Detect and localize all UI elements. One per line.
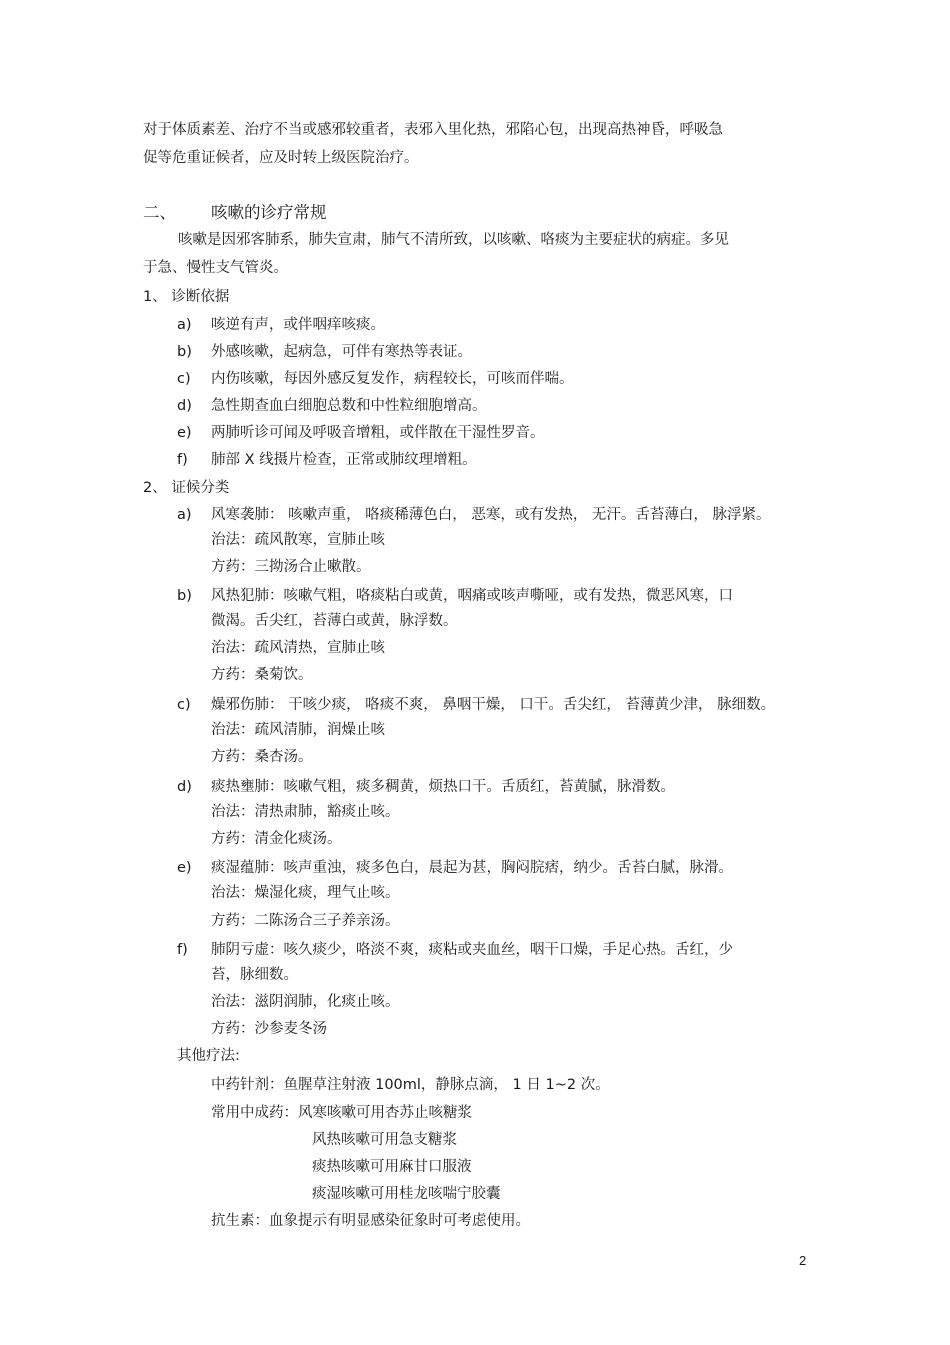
diagnosis-item: 急性期查血白细胞总数和中性粒细胞增高。 bbox=[211, 398, 487, 414]
syndrome-description: 风寒袭肺： 咳嗽声重， 咯痰稀薄色白， 恶寒，或有发热， 无汗。舌苔薄白， 脉浮紧。 bbox=[211, 507, 771, 523]
syndrome-prescription: 方药：桑杏汤。 bbox=[211, 749, 313, 765]
diagnosis-label: f) bbox=[177, 452, 188, 468]
patent-medicine-line: 常用中成药：风寒咳嗽可用杏苏止咳糖浆 bbox=[211, 1105, 472, 1121]
syndrome-description-cont: 苔，脉细数。 bbox=[211, 967, 298, 983]
syndrome-treatment: 治法：燥湿化痰，理气止咳。 bbox=[211, 885, 400, 901]
syndrome-label: b) bbox=[177, 588, 192, 604]
section-definition-2: 于急、慢性支气管炎。 bbox=[143, 260, 288, 276]
diagnosis-item: 内伤咳嗽，每因外感反复发作，病程较长，可咳而伴喘。 bbox=[211, 371, 574, 387]
syndrome-prescription: 方药：清金化痰汤。 bbox=[211, 831, 342, 847]
diagnosis-heading: 1、 诊断依据 bbox=[143, 289, 230, 305]
diagnosis-item: 咳逆有声，或伴咽痒咳痰。 bbox=[211, 317, 385, 333]
syndrome-description: 肺阴亏虚：咳久痰少，咯淡不爽，痰粘或夹血丝，咽干口燥，手足心热。舌红，少 bbox=[211, 942, 733, 958]
syndrome-treatment: 治法：清热肃肺，豁痰止咳。 bbox=[211, 804, 400, 820]
syndrome-label: e) bbox=[177, 860, 192, 876]
syndrome-prescription: 方药：桑菊饮。 bbox=[211, 667, 313, 683]
syndrome-description: 痰热壅肺：咳嗽气粗，痰多稠黄，烦热口干。舌质红，苔黄腻，脉滑数。 bbox=[211, 779, 675, 795]
syndrome-prescription: 方药：三拗汤合止嗽散。 bbox=[211, 559, 371, 575]
diagnosis-item: 两肺听诊可闻及呼吸音增粗，或伴散在干湿性罗音。 bbox=[211, 425, 545, 441]
section-title: 咳嗽的诊疗常规 bbox=[211, 203, 327, 222]
section-number: 二、 bbox=[143, 203, 176, 222]
syndrome-label: a) bbox=[177, 507, 192, 523]
patent-medicine-line: 痰热咳嗽可用麻甘口服液 bbox=[312, 1159, 472, 1175]
syndrome-treatment: 治法：滋阴润肺，化痰止咳。 bbox=[211, 994, 400, 1010]
intro-line-1: 对于体质素差、治疗不当或感邪较重者，表邪入里化热，邪陷心包，出现高热神昏，呼吸急 bbox=[143, 122, 723, 138]
intro-line-2: 促等危重证候者，应及时转上级医院治疗。 bbox=[143, 150, 419, 166]
patent-medicine-line: 痰湿咳嗽可用桂龙咳喘宁胶囊 bbox=[312, 1186, 501, 1202]
patent-medicine-line: 风热咳嗽可用急支糖浆 bbox=[312, 1132, 457, 1148]
syndrome-prescription: 方药：二陈汤合三子养亲汤。 bbox=[211, 913, 400, 929]
diagnosis-label: e) bbox=[177, 425, 192, 441]
page-number: 2 bbox=[799, 1253, 807, 1268]
diagnosis-label: c) bbox=[177, 371, 191, 387]
syndrome-prescription: 方药：沙参麦冬汤 bbox=[211, 1021, 327, 1037]
other-therapies-heading: 其他疗法: bbox=[177, 1048, 240, 1064]
syndrome-description: 风热犯肺：咳嗽气粗，咯痰粘白或黄，咽痛或咳声嘶哑，或有发热，微恶风寒，口 bbox=[211, 588, 733, 604]
diagnosis-label: b) bbox=[177, 344, 192, 360]
syndrome-label: f) bbox=[177, 942, 188, 958]
antibiotic-line: 抗生素：血象提示有明显感染征象时可考虑使用。 bbox=[211, 1213, 530, 1229]
syndrome-description-cont: 微渴。舌尖红，苔薄白或黄，脉浮数。 bbox=[211, 613, 458, 629]
syndrome-label: c) bbox=[177, 697, 191, 713]
syndrome-treatment: 治法：疏风散寒，宣肺止咳 bbox=[211, 532, 385, 548]
syndrome-description: 燥邪伤肺： 干咳少痰， 咯痰不爽， 鼻咽干燥， 口干。舌尖红， 苔薄黄少津， 脉细数。 bbox=[211, 697, 776, 713]
syndrome-treatment: 治法：疏风清肺，润燥止咳 bbox=[211, 722, 385, 738]
syndrome-treatment: 治法：疏风清热，宣肺止咳 bbox=[211, 640, 385, 656]
injection-line: 中药针剂：鱼腥草注射液 100ml，静脉点滴， 1 日 1~2 次。 bbox=[211, 1077, 610, 1093]
section-definition-1: 咳嗽是因邪客肺系，肺失宣肃，肺气不清所致，以咳嗽、咯痰为主要症状的病症。多见 bbox=[178, 232, 729, 248]
diagnosis-item: 外感咳嗽，起病急，可伴有寒热等表证。 bbox=[211, 344, 472, 360]
diagnosis-item: 肺部 X 线摄片检查，正常或肺纹理增粗。 bbox=[211, 452, 477, 468]
syndrome-label: d) bbox=[177, 779, 192, 795]
diagnosis-label: d) bbox=[177, 398, 192, 414]
syndrome-description: 痰湿蕴肺：咳声重浊，痰多色白，晨起为甚，胸闷脘痞，纳少。舌苔白腻，脉滑。 bbox=[211, 860, 733, 876]
diagnosis-label: a) bbox=[177, 317, 192, 333]
syndromes-heading: 2、 证候分类 bbox=[143, 480, 230, 496]
